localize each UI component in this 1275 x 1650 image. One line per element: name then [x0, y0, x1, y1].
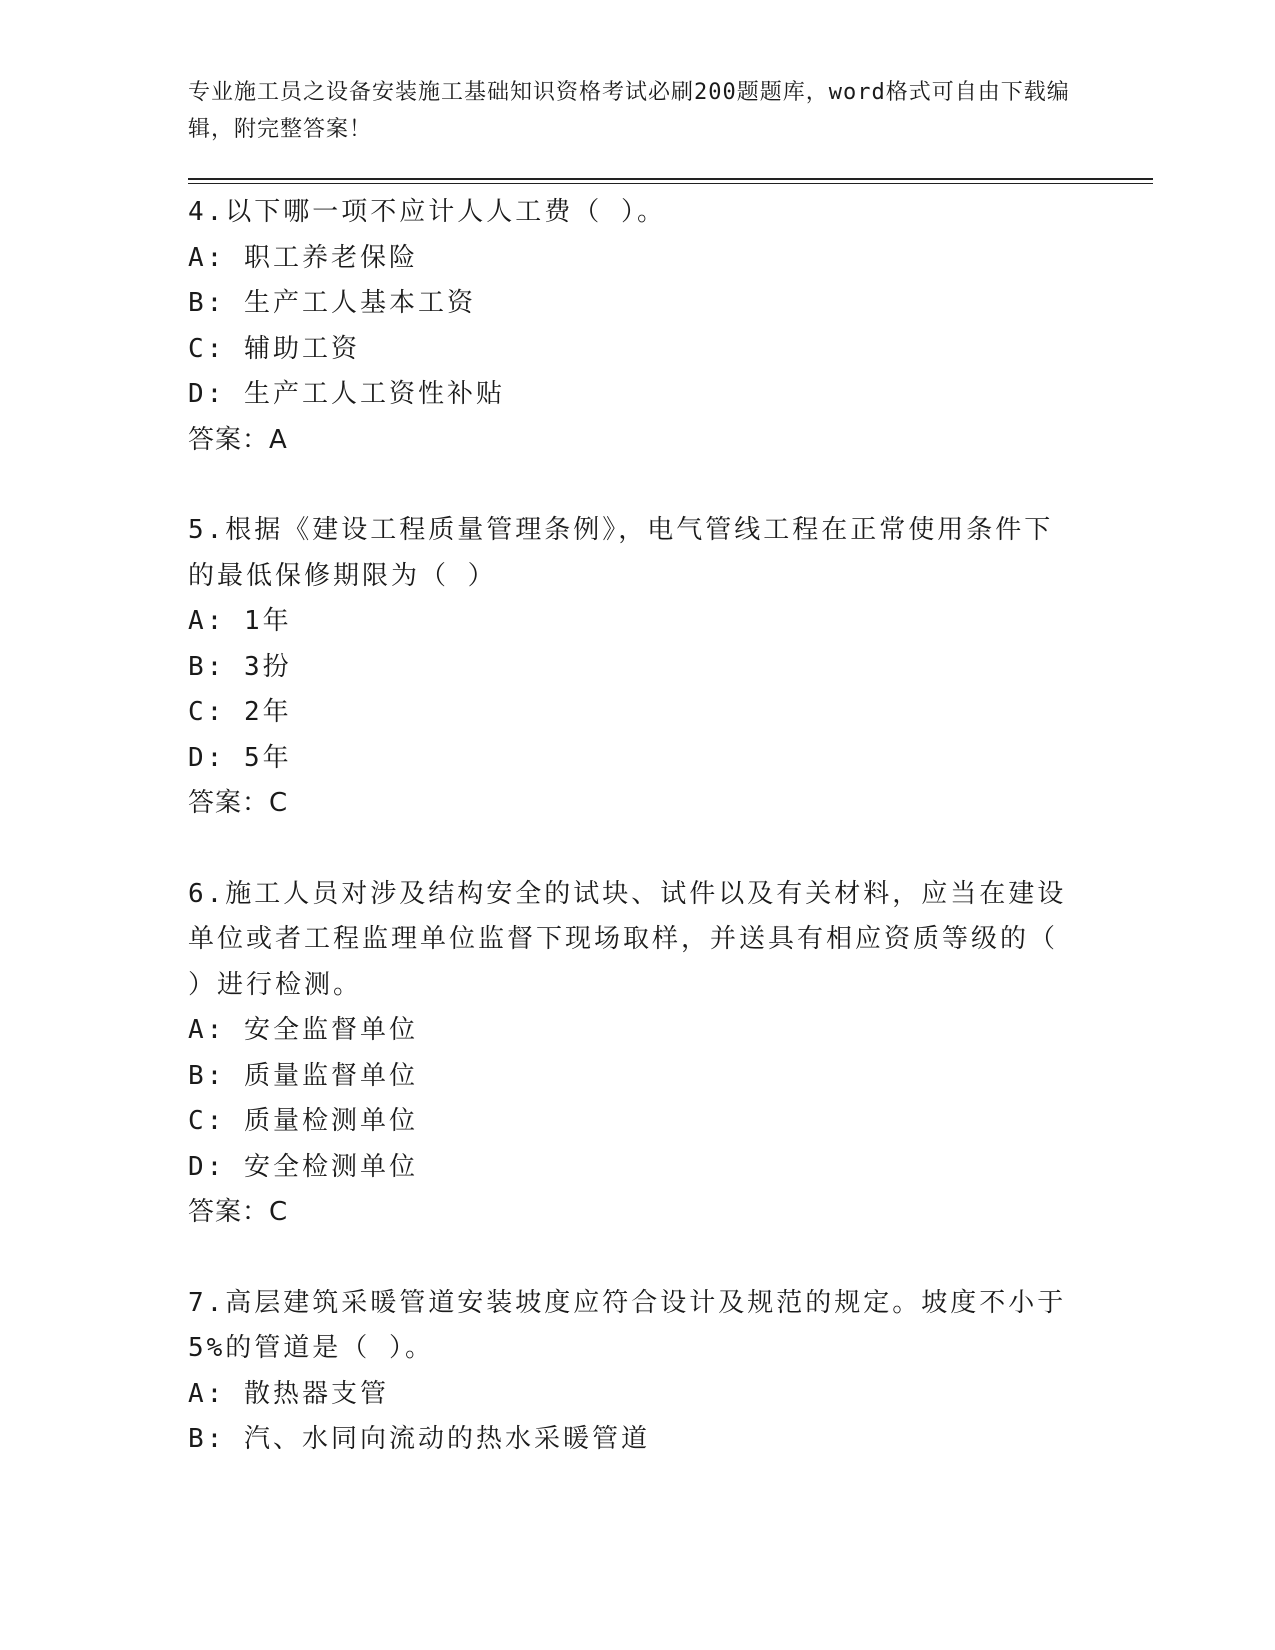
question-stem: 4.以下哪一项不应计人人工费（ ）。: [188, 197, 666, 227]
question-stem: 7.高层建筑采暖管道安装坡度应符合设计及规范的规定。坡度不小于5%的管道是（ ）。: [188, 1287, 1067, 1363]
answer-label: 答案：C: [188, 1197, 289, 1227]
question-stem: 6.施工人员对涉及结构安全的试块、试件以及有关材料，应当在建设单位或者工程监理单位监督下现场取样，并送具有相应资质等级的（ ）进行检测。: [188, 878, 1067, 1000]
answer-label: 答案：A: [188, 424, 288, 455]
option-b: B: 汽、水同向流动的热水采暖管道: [188, 1424, 650, 1454]
question-7: [188, 1281, 1068, 1463]
option-c: C: 2年: [188, 697, 292, 727]
option-b: B: 3扮: [188, 651, 292, 682]
option-d: D: 安全检测单位: [188, 1151, 418, 1182]
header-divider-thick: [188, 178, 1153, 180]
question-6: [188, 872, 1068, 1236]
option-b: B: 生产工人基本工资: [188, 288, 476, 318]
question-stem: 5.根据《建设工程质量管理条例》，电气管线工程在正常使用条件下的最低保修期限为（ ）: [188, 515, 1054, 591]
option-d: D: 生产工人工资性补贴: [188, 379, 505, 409]
option-d: D: 5年: [188, 742, 292, 773]
question-4: [188, 190, 1068, 463]
document-header: 专业施工员之设备安装施工基础知识资格考试必刷200题题库，word格式可自由下载编辑，附完整答案！: [188, 80, 1070, 142]
option-c: C: 辅助工资: [188, 333, 360, 364]
option-a: A: 1年: [188, 606, 292, 636]
option-a: A: 安全监督单位: [188, 1015, 418, 1045]
question-5: [188, 508, 1068, 827]
option-a: A: 职工养老保险: [188, 242, 418, 273]
option-a: A: 散热器支管: [188, 1378, 389, 1409]
option-c: C: 质量检测单位: [188, 1106, 418, 1136]
question-list: [188, 190, 1068, 1463]
answer-label: 答案：C: [188, 788, 289, 818]
option-b: B: 质量监督单位: [188, 1060, 418, 1091]
header-divider-thin: [188, 183, 1153, 184]
